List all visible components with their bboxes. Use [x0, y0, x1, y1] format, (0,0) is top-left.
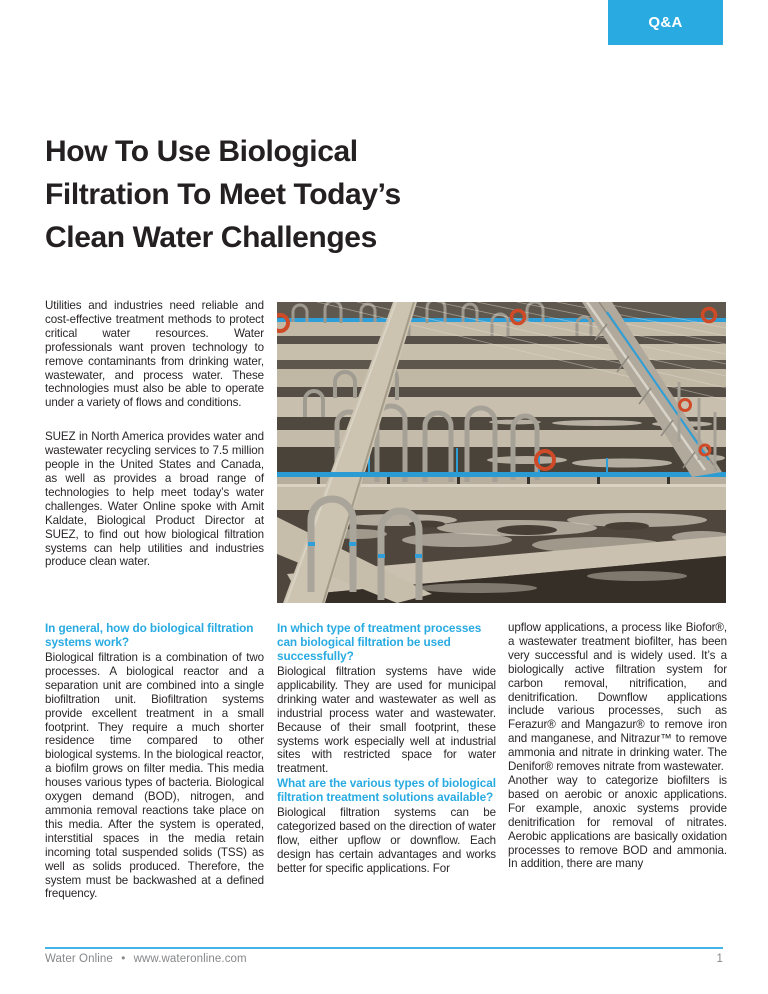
answer-paragraph-3: Biological filtration systems can be categorized based on the direction of water flow, either upflow or downflow. Each design has certain advantages and works better for specific applications. For: [277, 806, 496, 875]
footer-rule: [45, 947, 723, 949]
footer-publication-line: [45, 953, 247, 965]
title-line-1: How To Use Biological: [45, 135, 358, 168]
answer-continuation-paragraph-2: Another way to categorize biofilters is based on aerobic or anoxic applications. For example, anoxic systems provide denitrification for removal of nitrates. Aerobic applications are basically oxidation processes to remove BOD and ammonia. In addition, there are many: [508, 773, 727, 871]
footer-separator: •: [121, 953, 126, 965]
question-heading-3: What are the various types of biological filtration treatment solutions available?: [277, 776, 496, 805]
intro-column: [45, 299, 264, 569]
qa-badge: [608, 0, 723, 45]
answer-continuation-paragraph-1: upflow applications, a process like Biofor®, a wastewater treatment biofilter, has been very successful and is widely used. It’s a biologically active filtration system for carbon removal, nitrification, and denitrification. Downflow applications include various processes, such as Ferazur® and Mangazur® to remove iron and manganese, and Nitrazur™ to remove ammonia and nitrate in drinking water. The Denifor® removes nitrate from wastewater.: [508, 621, 727, 774]
intro-paragraph-2: SUEZ in North America provides water and wastewater recycling services to 7.5 million people in the United States and Canada, as well as provides a broad range of technologies to help meet today’s water challenges. Water Online spoke with Amit Kaldate, Biological Product Director at SUEZ, to find out how biological filtration systems can help utilities and industries produce clean water.: [45, 430, 264, 569]
qa-badge-label: Q&A: [648, 14, 683, 31]
treatment-plant-photo: [277, 302, 726, 603]
answer-paragraph-1: Biological filtration is a combination of two processes. A biological reactor and a separation unit are combined into a single biofiltration unit. Biofiltration systems provide excellent treatment in a small footprint. They require a much shorter residence time compared to other biological systems. In the biological reactor, a biofilm grows on filter media. This media houses various types of bacteria. Biological oxygen demand (BOD), nitrogen, and ammonia removal reactions take place on this media. After the system is operated, interstitial spaces in the media retain incoming total suspended solids (TSS) as well as solids produced. Therefore, the system must be backwashed at a defined frequency.: [45, 651, 264, 901]
answer-paragraph-2: Biological filtration systems have wide applicability. They are used for municipal drinking water and wastewater as well as industrial process water and wastewater. Because of their small footprint, these systems work especially well at industrial sites with restricted space for water treatment.: [277, 665, 496, 776]
question-heading-2: In which type of treatment processes can biological filtration be used successfully?: [277, 621, 482, 663]
page-footer: [45, 953, 723, 965]
treatment-plant-illustration: [277, 302, 726, 603]
page-title: [45, 130, 565, 259]
footer-publication: Water Online: [45, 953, 113, 965]
footer-url: www.wateronline.com: [133, 953, 247, 965]
qa-column-1: [45, 621, 264, 901]
intro-paragraph-1: Utilities and industries need reliable and cost-effective treatment methods to protect critical water resources. Water professionals want proven technology to remove contaminants from drinking water, wastewater, and process water. These technologies must also be able to operate under a variety of flows and conditions.: [45, 299, 264, 410]
question-heading-1: In general, how do biological filtration systems work?: [45, 621, 254, 649]
footer-page-number: 1: [716, 953, 723, 965]
title-line-2: Filtration To Meet Today’s: [45, 178, 401, 211]
qa-column-3: [508, 621, 727, 871]
title-line-3: Clean Water Challenges: [45, 221, 377, 254]
qa-column-2: [277, 621, 496, 876]
